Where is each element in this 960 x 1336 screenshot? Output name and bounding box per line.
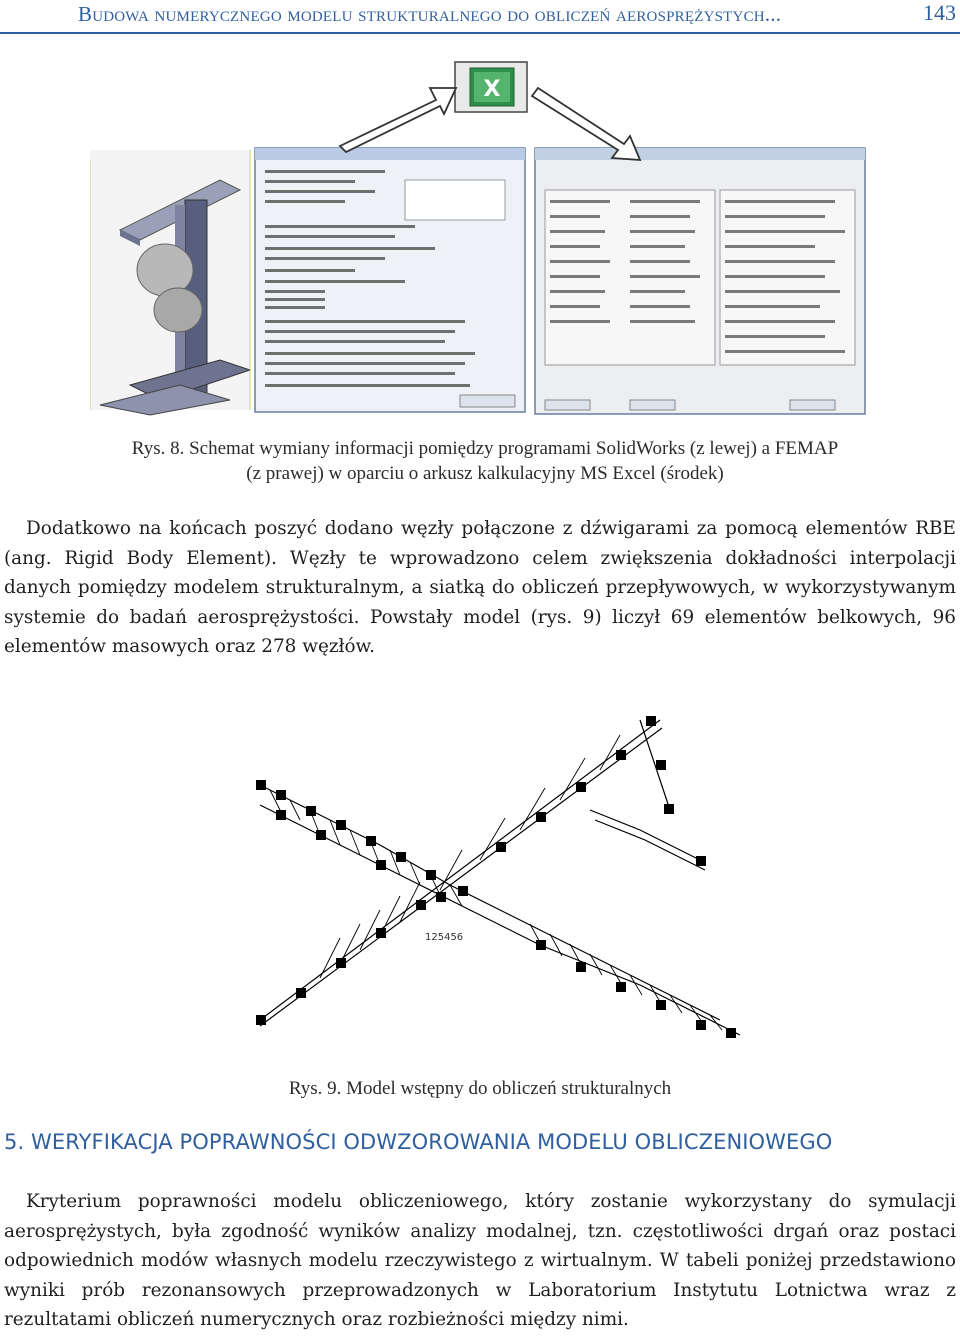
section-heading: 5. WERYFIKACJA POPRAWNOŚCI ODWZOROWANIA MODELU OBLICZENIOWEGO (4, 1130, 833, 1154)
header-rule (0, 32, 960, 34)
airplane-wireframe (260, 720, 740, 1035)
paragraph-verification-criterion: Kryterium poprawności modelu obliczeniowego, który zostanie wykorzystany do symulacji aerosprężystych, była zgodność wyników analizy modalnej, tzn. częstotliwości drgań oraz postaci odpowiednich modów własnych modelu rzeczywistego z wirtualnym. W tabeli poniżej przedstawiono wyniki prób rezonansowych przeprowadzonych w Laboratorium Instytutu Lotnictwa wraz z rezultatami obliczeń numerycznych oraz rozbieżności między nimi. (4, 1191, 956, 1330)
arrow-left-to-excel (340, 88, 456, 152)
figure-8-schematic (90, 40, 870, 420)
tail-spar-rear (595, 820, 705, 870)
solidworks-model-image (90, 150, 250, 415)
figure-8-caption-line-1: Rys. 8. Schemat wymiany informacji pomiędzy programami SolidWorks (z lewej) a FEMAP (131, 438, 839, 459)
excel-icon-letter: X (483, 77, 501, 102)
fuselage-spar (260, 720, 660, 1020)
header-title: Budowa numerycznego modelu strukturalnego do obliczeń aerosprężystych... (78, 2, 782, 26)
excel-icon (455, 62, 527, 112)
page-number: 143 (923, 0, 956, 25)
paragraph-rbe-nodes: Dodatkowo na końcach poszyć dodano węzły połączone z dźwigarami za pomocą elementów RBE (ang. Rigid Body Element). Węzły te wprowadzono celem zwiększenia dokładności interpolacji danych pomiędzy modelem strukturalnym, a siatką do obliczeń przepływowych, w wykorzystywanym systemie do badań aerosprężystości. Powstały model (rys. 9) liczył 69 elementów belkowych, 96 elementów masowych oraz 278 węzłów. (4, 518, 956, 657)
figure-9-caption: Rys. 9. Model wstępny do obliczeń strukturalnych (288, 1078, 672, 1099)
figure-8-caption-line-2: (z prawej) w oparciu o arkusz kalkulacyjny MS Excel (środek) (246, 463, 724, 484)
fuselage-spar-lower (260, 728, 662, 1026)
figure-9-node-label: 125456 (425, 932, 464, 943)
wing-ribs (270, 735, 722, 1030)
mass-nodes (256, 716, 736, 1038)
femap-dialog-image (535, 148, 865, 414)
running-header (0, 0, 960, 40)
figure-8-caption (70, 436, 900, 486)
tail-spar-front (590, 810, 700, 860)
figure-9-airplane-model (200, 700, 760, 1072)
wing-spar-front (260, 785, 720, 1020)
